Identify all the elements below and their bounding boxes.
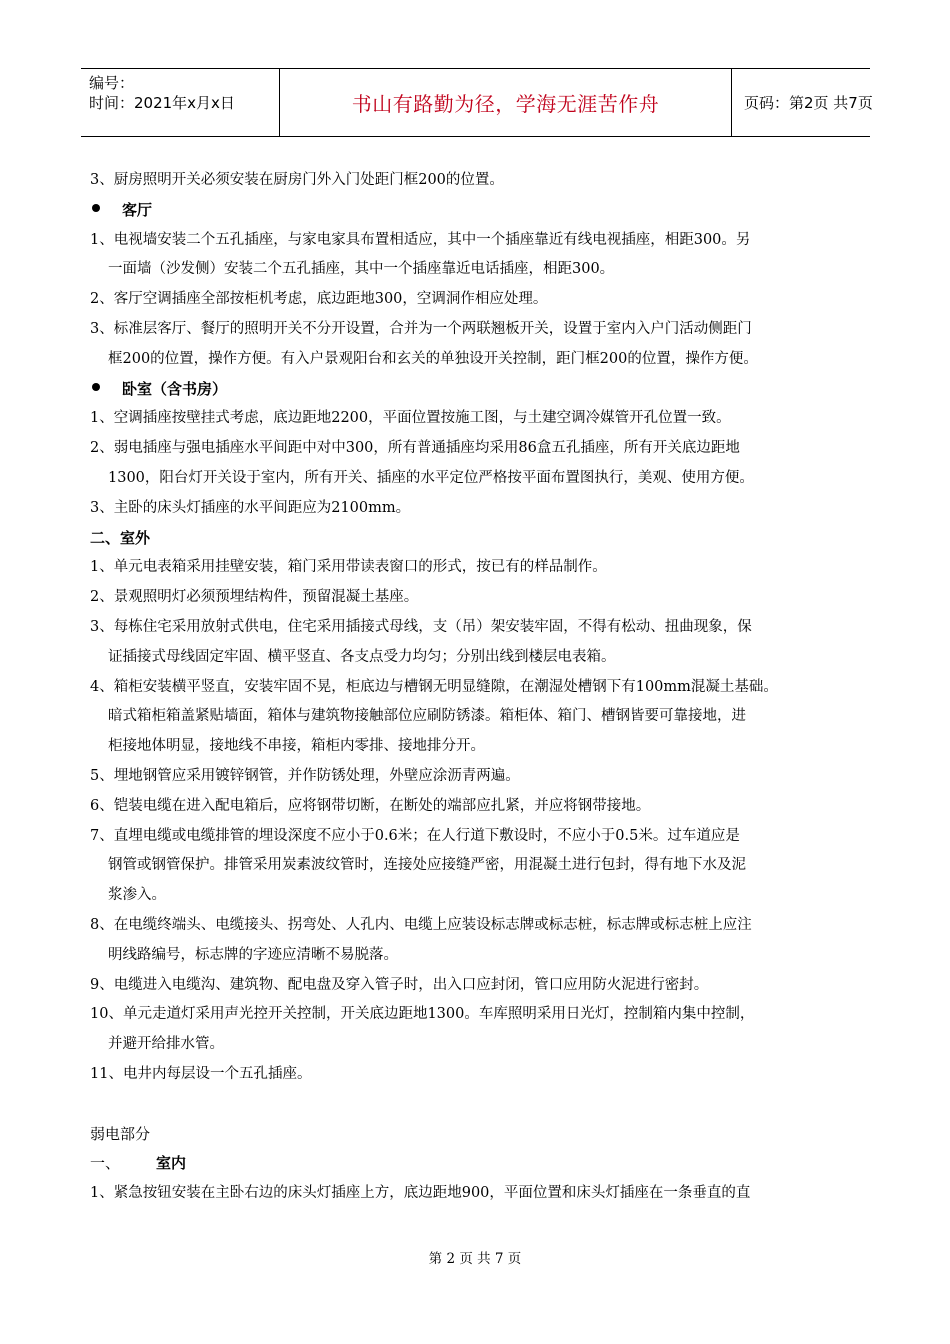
bullet-icon [92, 204, 100, 212]
paragraph-line: 1、空调插座按壁挂式考虑，底边距地2200，平面位置按施工图，与土建空调冷媒管开孔位置一致。 [90, 410, 731, 427]
paragraph-line: 钢管或钢管保护。排管采用炭素波纹管时，连接处应接缝严密，用混凝土进行包封，得有地下水及泥 [108, 857, 746, 874]
page-footer: 第 2 页 共 7 页 [428, 1251, 522, 1267]
bullet-heading-living-room [90, 196, 870, 226]
header-meta [81, 69, 280, 136]
paragraph-line: 证插接式母线固定牢固、横平竖直、各支点受力均匀；分别出线到楼层电表箱。 [108, 648, 616, 665]
paragraph-line: 浆渗入。 [108, 887, 166, 904]
section-heading-weak-current: 弱电部分 [90, 1124, 151, 1143]
section-heading-outdoor: 二、室外 [90, 528, 151, 547]
header-page-code: 页码：第2页 共7页 [744, 94, 873, 112]
paragraph-line: 1、电视墙安装二个五孔插座，与家电家具布置相适应，其中一个插座靠近有线电视插座，相距300。另 [90, 231, 751, 248]
paragraph-line: 3、每栋住宅采用放射式供电，住宅采用插接式母线，支（吊）架安装牢固，不得有松动、扭曲现象，保 [90, 618, 752, 635]
paragraph-line: 明线路编号，标志牌的字迹应清晰不易脱落。 [108, 946, 398, 963]
paragraph-line: 7、直埋电缆或电缆排管的埋设深度不应小于0.6米；在人行道下敷设时，不应小于0.5米。过车道应是 [90, 827, 740, 844]
heading-text: 卧室（含书房） [122, 379, 228, 398]
paragraph-line: 框200的位置，操作方便。有入户景观阳台和玄关的单独设开关控制，距门框200的位置，操作方便。 [108, 350, 758, 367]
paragraph-line: 9、电缆进入电缆沟、建筑物、配电盘及穿入管子时，出入口应封闭，管口应用防火泥进行密封。 [90, 976, 709, 993]
bullet-heading-bedroom [90, 375, 870, 405]
heading-text: 客厅 [122, 200, 153, 219]
paragraph-line: 1300，阳台灯开关设于室内，所有开关、插座的水平定位严格按平面布置图执行，美观、使用方便。 [108, 469, 754, 486]
subsection-title: 室内 [156, 1154, 187, 1173]
header-table [81, 68, 873, 137]
paragraph-line: 3、标准层客厅、餐厅的照明开关不分开设置，合并为一个两联翘板开关，设置于室内入户门活动侧距门 [90, 320, 752, 337]
paragraph-line: 5、埋地钢管应采用镀锌钢管，并作防锈处理，外壁应涂沥青两遍。 [90, 767, 520, 784]
subsection-number: 一、 [90, 1154, 121, 1173]
blank-line [90, 1090, 870, 1120]
paragraph-line: 8、在电缆终端头、电缆接头、拐弯处、人孔内、电缆上应装设标志牌或标志桩，标志牌或标志桩上应注 [90, 916, 752, 933]
paragraph-line: 6、铠装电缆在进入配电箱后，应将钢带切断，在断处的端部应扎紧，并应将钢带接地。 [90, 797, 651, 814]
paragraph-line: 1、单元电表箱采用挂壁安装，箱门采用带读表窗口的形式，按已有的样品制作。 [90, 559, 607, 576]
time-label: 时间：2021年x月x日 [89, 94, 235, 112]
paragraph-line: 柜接地体明显，接地线不串接，箱柜内零排、接地排分开。 [108, 738, 485, 755]
header-motto: 书山有路勤为径，学海无涯苦作舟 [280, 69, 732, 136]
number-label: 编号： [89, 74, 135, 92]
paragraph-line: 1、紧急按钮安装在主卧右边的床头灯插座上方，底边距地900，平面位置和床头灯插座在一条垂直的直 [90, 1185, 751, 1202]
paragraph-line: 一面墙（沙发侧）安装二个五孔插座，其中一个插座靠近电话插座，相距300。 [108, 261, 615, 278]
subsection-heading-indoor [90, 1149, 870, 1179]
paragraph-line: 2、景观照明灯必须预埋结构件，预留混凝土基座。 [90, 589, 419, 606]
paragraph-line: 10、单元走道灯采用声光控开关控制，开关底边距地1300。车库照明采用日光灯，控制箱内集中控制， [90, 1006, 755, 1023]
paragraph-line: 并避开给排水管。 [108, 1036, 224, 1053]
paragraph-line: 3、主卧的床头灯插座的水平间距应为2100mm。 [90, 499, 411, 516]
paragraph-line: 2、客厅空调插座全部按柜机考虑，底边距地300，空调洞作相应处理。 [90, 291, 548, 308]
paragraph-line: 11、电井内每层设一个五孔插座。 [90, 1065, 312, 1082]
document-body [90, 166, 870, 1209]
paragraph-line: 4、箱柜安装横平竖直，安装牢固不晃，柜底边与槽钢无明显缝隙，在潮湿处槽钢下有100mm混凝土基础。 [90, 678, 778, 695]
paragraph-line: 2、弱电插座与强电插座水平间距中对中300，所有普通插座均采用86盒五孔插座，所有开关底边距地 [90, 440, 740, 457]
bullet-icon [92, 383, 100, 391]
paragraph-line: 暗式箱柜箱盖紧贴墙面，箱体与建筑物接触部位应刷防锈漆。箱柜体、箱门、槽钢皆要可靠接地，进 [108, 708, 746, 725]
paragraph-line: 3、厨房照明开关必须安装在厨房门外入门处距门框200的位置。 [90, 172, 504, 188]
